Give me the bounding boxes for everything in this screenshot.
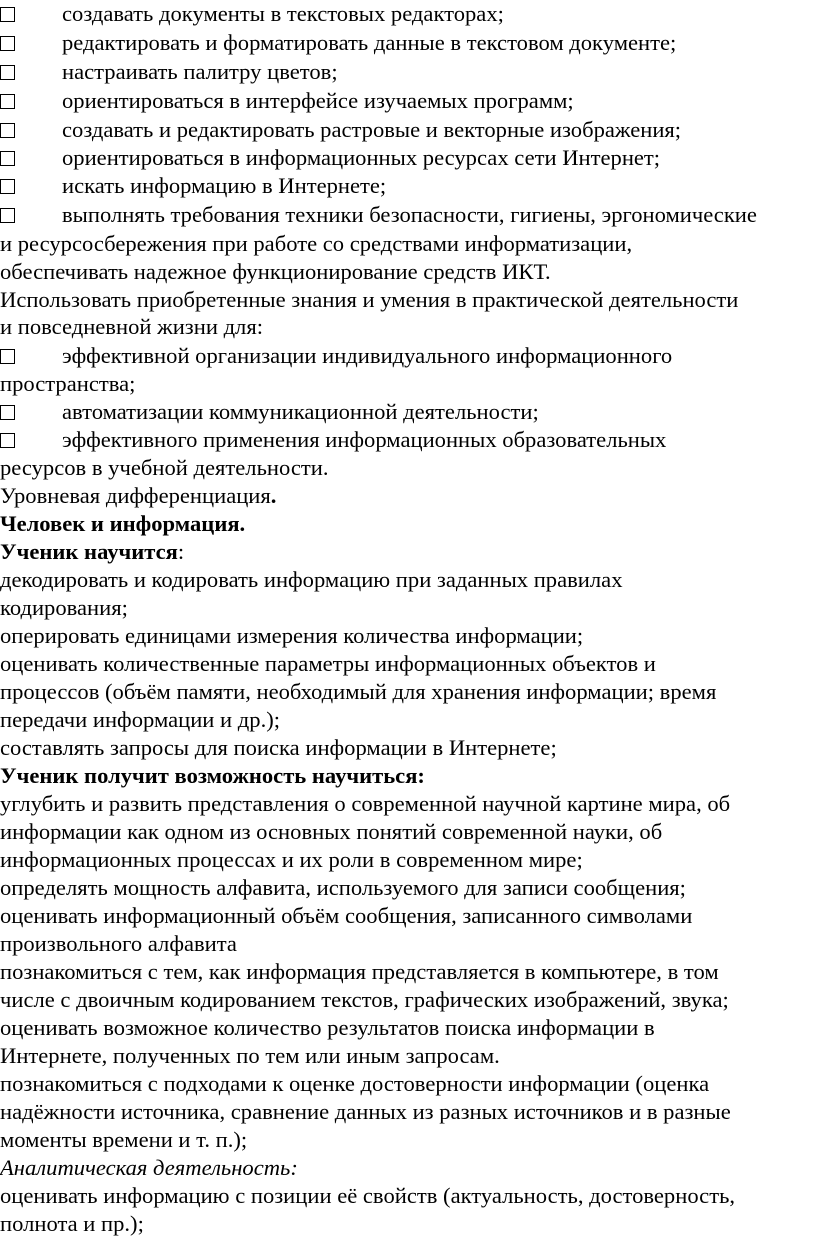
bullet-item: [0, 87, 816, 114]
text-line: числе с двоичным кодированием текстов, графических изображений, звука;: [0, 987, 729, 1012]
text-line: углубить и развить представления о современной научной картине мира, об: [0, 791, 731, 816]
bullet-text: ориентироваться в интерфейсе изучаемых программ;: [62, 88, 574, 113]
student-will-learn-heading: [0, 538, 816, 565]
bullet-text: создавать и редактировать растровые и векторные изображения;: [62, 117, 682, 142]
bullet-text: выполнять требования техники безопасности, гигиены, эргономические: [62, 202, 757, 227]
checkbox-bullet-icon: [0, 36, 15, 51]
bullet-item: [0, 398, 816, 425]
text-line: познакомиться с тем, как информация представляется в компьютере, в том: [0, 959, 719, 984]
text-line: обеспечивать надежное функционирование средств ИКТ.: [0, 259, 551, 284]
checkbox-bullet-icon: [0, 433, 15, 448]
bullet-item: [0, 144, 816, 171]
level-diff-text: Уровневая дифференциация: [0, 483, 271, 508]
bullet-item: [0, 29, 816, 56]
student-will-learn-colon: :: [177, 539, 185, 564]
section-title: Человек и информация.: [0, 511, 246, 536]
text-line: оценивать информацию с позиции её свойств (актуальность, достоверность,: [0, 1183, 736, 1208]
checkbox-bullet-icon: [0, 179, 15, 194]
text-line: и ресурсосбережения при работе со средствами информатизации,: [0, 231, 633, 256]
level-diff-dot: .: [270, 483, 277, 508]
bullet-item: [0, 58, 816, 85]
text-line: надёжности источника, сравнение данных из разных источников и в разные: [0, 1099, 731, 1124]
checkbox-bullet-icon: [0, 94, 15, 109]
checkbox-bullet-icon: [0, 405, 15, 420]
text-line: информационных процессах и их роли в современном мире;: [0, 847, 583, 872]
checkbox-bullet-icon: [0, 349, 15, 364]
text-line: определять мощность алфавита, используемого для записи сообщения;: [0, 875, 686, 900]
bullet-text: создавать документы в текстовых редакторах;: [62, 1, 504, 26]
opportunity-heading: Ученик получит возможность научиться:: [0, 763, 425, 788]
text-line: ресурсов в учебной деятельности.: [0, 455, 329, 480]
bullet-item: [0, 0, 816, 27]
bullet-item: [0, 201, 816, 228]
checkbox-bullet-icon: [0, 7, 15, 22]
analytic-heading: Аналитическая деятельность:: [0, 1155, 298, 1180]
text-line: процессов (объём памяти, необходимый для хранения информации; время: [0, 679, 717, 704]
bullet-text: редактировать и форматировать данные в текстовом документе;: [62, 30, 677, 55]
bullet-text: настраивать палитру цветов;: [62, 59, 338, 84]
checkbox-bullet-icon: [0, 208, 15, 223]
bullet-text: эффективной организации индивидуального информационного: [62, 343, 673, 368]
bullet-item: [0, 172, 816, 199]
bullet-text: эффективного применения информационных образовательных: [62, 427, 667, 452]
text-line: и повседневной жизни для:: [0, 314, 264, 339]
text-line: произвольного алфавита: [0, 931, 237, 956]
text-line: передачи информации и др.);: [0, 707, 281, 732]
text-line: оценивать информационный объём сообщения, записанного символами: [0, 903, 693, 928]
text-line: полнота и пр.);: [0, 1211, 144, 1236]
bullet-item: [0, 342, 816, 369]
text-line: информации как одном из основных понятий современной науки, об: [0, 819, 663, 844]
student-will-learn-label: Ученик научится: [0, 539, 178, 564]
text-line: оперировать единицами измерения количества информации;: [0, 623, 584, 648]
bullet-text: искать информацию в Интернете;: [62, 173, 387, 198]
bullet-text: автоматизации коммуникационной деятельности;: [62, 399, 539, 424]
text-line: Интернете, полученных по тем или иным запросам.: [0, 1043, 500, 1068]
text-line: Использовать приобретенные знания и умения в практической деятельности: [0, 287, 739, 312]
text-line: оценивать возможное количество результатов поиска информации в: [0, 1015, 655, 1040]
text-line: кодирования;: [0, 595, 128, 620]
bullet-item: [0, 116, 816, 143]
text-line: пространства;: [0, 371, 136, 396]
text-line: декодировать и кодировать информацию при заданных правилах: [0, 567, 623, 592]
text-line: моменты времени и т. п.);: [0, 1127, 248, 1152]
text-line: оценивать количественные параметры информационных объектов и: [0, 651, 656, 676]
text-line: познакомиться с подходами к оценке достоверности информации (оценка: [0, 1071, 710, 1096]
bullet-item: [0, 426, 816, 453]
text-line: составлять запросы для поиска информации в Интернете;: [0, 735, 557, 760]
checkbox-bullet-icon: [0, 151, 15, 166]
bullet-text: ориентироваться в информационных ресурсах сети Интернет;: [62, 145, 661, 170]
level-diff-line: [0, 482, 816, 509]
checkbox-bullet-icon: [0, 65, 15, 80]
checkbox-bullet-icon: [0, 123, 15, 138]
